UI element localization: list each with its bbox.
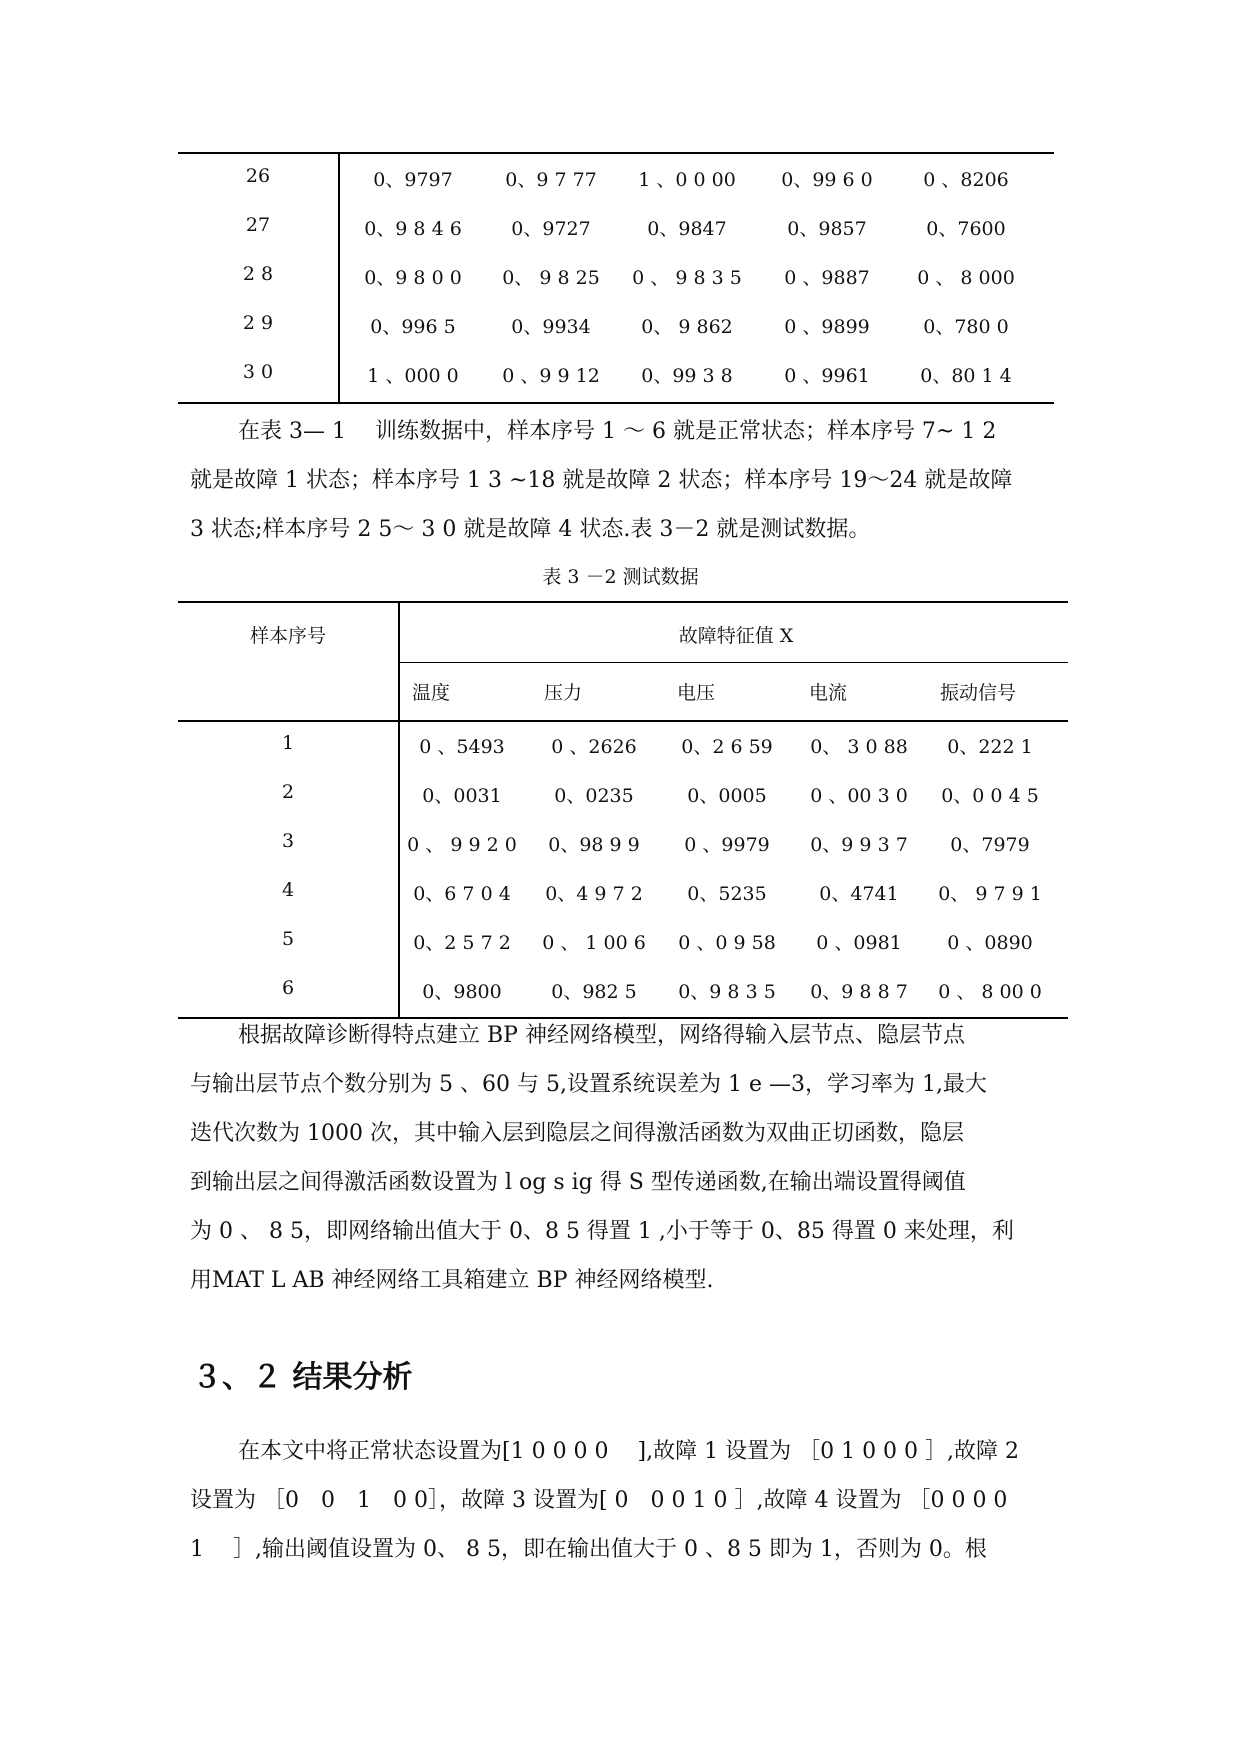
table-cell: 0、9 8 0 0 [364, 267, 462, 289]
table-cell: 0、80 1 4 [920, 365, 1012, 387]
sample-number-cell: 6 [281, 977, 295, 999]
text-line: 与输出层节点个数分别为 5 、60 与 5,设置系统误差为 1 e —3，学习率为 1,最大 [190, 1072, 987, 1097]
text-line: 在本文中将正常状态设置为[1 0 0 0 0 ],故障 1 设置为 ［0 1 0 0 0 ］,故障 2 [238, 1439, 1020, 1464]
sample-number-cell: 2 [281, 781, 295, 803]
column-header-vibration: 振动信号 [940, 682, 1017, 704]
column-header-sample-no: 样本序号 [249, 625, 327, 647]
table-cell: 0、 9 8 25 [502, 267, 600, 289]
table-cell: 0、9 8 4 6 [364, 218, 462, 240]
table-cell: 0 、9979 [684, 834, 770, 856]
table-cell: 0 、0981 [816, 932, 902, 954]
text-line: 用MAT L AB 神经网络工具箱建立 BP 神经网络模型. [190, 1268, 714, 1293]
table-cell: 0、 9 7 9 1 [938, 883, 1042, 905]
text-line: 到输出层之间得激活函数设置为 l og s ig 得 S 型传递函数,在输出端设置得阈值 [190, 1170, 966, 1195]
table-cell: 0、9857 [787, 218, 867, 240]
text-line: 3 状态;样本序号 2 5～ 3 0 就是故障 4 状态.表 3－2 就是测试数据。 [190, 517, 871, 542]
table-cell: 0、9847 [647, 218, 727, 240]
table-caption: 表 3 －2 测试数据 [542, 566, 699, 588]
sample-number-cell: 1 [281, 732, 295, 754]
text-line: 在表 3— 1 训练数据中，样本序号 1 ～ 6 就是正常状态；样本序号 7~ 1 2 [238, 419, 997, 444]
table-cell: 0 、9887 [784, 267, 870, 289]
table-cell: 0、4741 [819, 883, 899, 905]
table-cell: 0、98 9 9 [548, 834, 640, 856]
table-cell: 0 、 1 00 6 [542, 932, 646, 954]
column-header-pressure: 压力 [544, 682, 583, 704]
table-cell: 0 、 9 9 2 0 [407, 834, 517, 856]
table-cell: 0 、0890 [947, 932, 1033, 954]
table-cell: 0 、9961 [784, 365, 870, 387]
table-cell: 0、222 1 [947, 736, 1033, 758]
table-cell: 0、0031 [422, 785, 502, 807]
table-cell: 0 、 8 00 0 [938, 981, 1042, 1003]
sample-number-cell: 4 [281, 879, 295, 901]
table-cell: 0 、2626 [551, 736, 637, 758]
table-cell: 0、9 8 8 7 [810, 981, 908, 1003]
table-cell: 0、9800 [422, 981, 502, 1003]
sample-number-cell: 2 8 [242, 263, 274, 285]
table-cell: 0、780 0 [923, 316, 1009, 338]
text-line: 根据故障诊断得特点建立 BP 神经网络模型，网络得输入层节点、隐层节点 [238, 1023, 965, 1048]
text-line: 迭代次数为 1000 次，其中输入层到隐层之间得激活函数为双曲正切函数，隐层 [190, 1121, 964, 1146]
table-divider [338, 154, 340, 402]
column-header-current: 电流 [809, 682, 848, 704]
table-cell: 0、 3 0 88 [810, 736, 908, 758]
sample-number-cell: 3 [281, 830, 295, 852]
table-cell: 0、6 7 0 4 [413, 883, 511, 905]
table-cell: 0、0005 [687, 785, 767, 807]
table-cell: 0、9727 [511, 218, 591, 240]
table-cell: 0、7979 [950, 834, 1030, 856]
table-cell: 0、2 6 59 [681, 736, 773, 758]
table-cell: 0、99 3 8 [641, 365, 733, 387]
table-divider [398, 603, 400, 1017]
table-cell: 0、996 5 [370, 316, 456, 338]
column-header-voltage: 电压 [677, 682, 716, 704]
table-cell: 0、0 0 4 5 [941, 785, 1039, 807]
table-cell: 0、982 5 [551, 981, 637, 1003]
header-bottom-rule [178, 720, 1068, 722]
sample-number-cell: 5 [281, 928, 295, 950]
training-data-table [178, 152, 1054, 404]
paragraph-bp-model [190, 1011, 1060, 1305]
header-divider [398, 662, 1068, 663]
sample-number-cell: 26 [245, 165, 271, 187]
test-data-table [178, 601, 1068, 1019]
table-cell: 0、7600 [926, 218, 1006, 240]
table-cell: 0 、00 3 0 [810, 785, 908, 807]
table-cell: 0、9934 [511, 316, 591, 338]
column-header-temperature: 温度 [412, 682, 451, 704]
text-line: 就是故障 1 状态；样本序号 1 3 ~18 就是故障 2 状态；样本序号 19～24 就是故障 [190, 468, 1013, 493]
table-cell: 0 、9899 [784, 316, 870, 338]
table-cell: 0 、 9 8 3 5 [632, 267, 742, 289]
table-cell: 0、 9 862 [641, 316, 733, 338]
section-heading: ３、２ 结果分析 [192, 1360, 413, 1395]
table-cell: 0、9 8 3 5 [678, 981, 776, 1003]
paragraph-training-description [190, 407, 1060, 554]
table-cell: 0、9 9 3 7 [810, 834, 908, 856]
table-cell: 0 、8206 [923, 169, 1009, 191]
text-line: 为 0 、 8 5，即网络输出值大于 0、8 5 得置 1 ,小于等于 0、85 得置 0 来处理，利 [190, 1219, 1014, 1244]
table-cell: 1 、000 0 [367, 365, 459, 387]
sample-number-cell: 2 9 [242, 312, 274, 334]
table-cell: 1 、0 0 00 [638, 169, 736, 191]
sample-number-cell: 3 0 [242, 361, 274, 383]
table-cell: 0、2 5 7 2 [413, 932, 511, 954]
table-cell: 0 、5493 [419, 736, 505, 758]
table-cell: 0、9797 [373, 169, 453, 191]
sample-number-cell: 27 [245, 214, 271, 236]
table-cell: 0、0235 [554, 785, 634, 807]
column-group-header: 故障特征值 X [678, 625, 794, 647]
text-line: 设置为 ［0 0 1 0 0］，故障 3 设置为[ 0 0 0 1 0 ］,故障 4 设置为 ［0 0 0 0 [190, 1488, 1008, 1513]
table-cell: 0 、 8 000 [917, 267, 1015, 289]
text-line: 1 ］,输出阈值设置为 0、 8 5，即在输出值大于 0 、8 5 即为 1，否则为 0。根 [190, 1537, 987, 1562]
paragraph-results [190, 1427, 1060, 1574]
table-cell: 0、99 6 0 [781, 169, 873, 191]
table-cell: 0 、9 9 12 [502, 365, 600, 387]
table-cell: 0、5235 [687, 883, 767, 905]
table-cell: 0 、0 9 58 [678, 932, 776, 954]
table-cell: 0、9 7 77 [505, 169, 597, 191]
table-cell: 0、4 9 7 2 [545, 883, 643, 905]
